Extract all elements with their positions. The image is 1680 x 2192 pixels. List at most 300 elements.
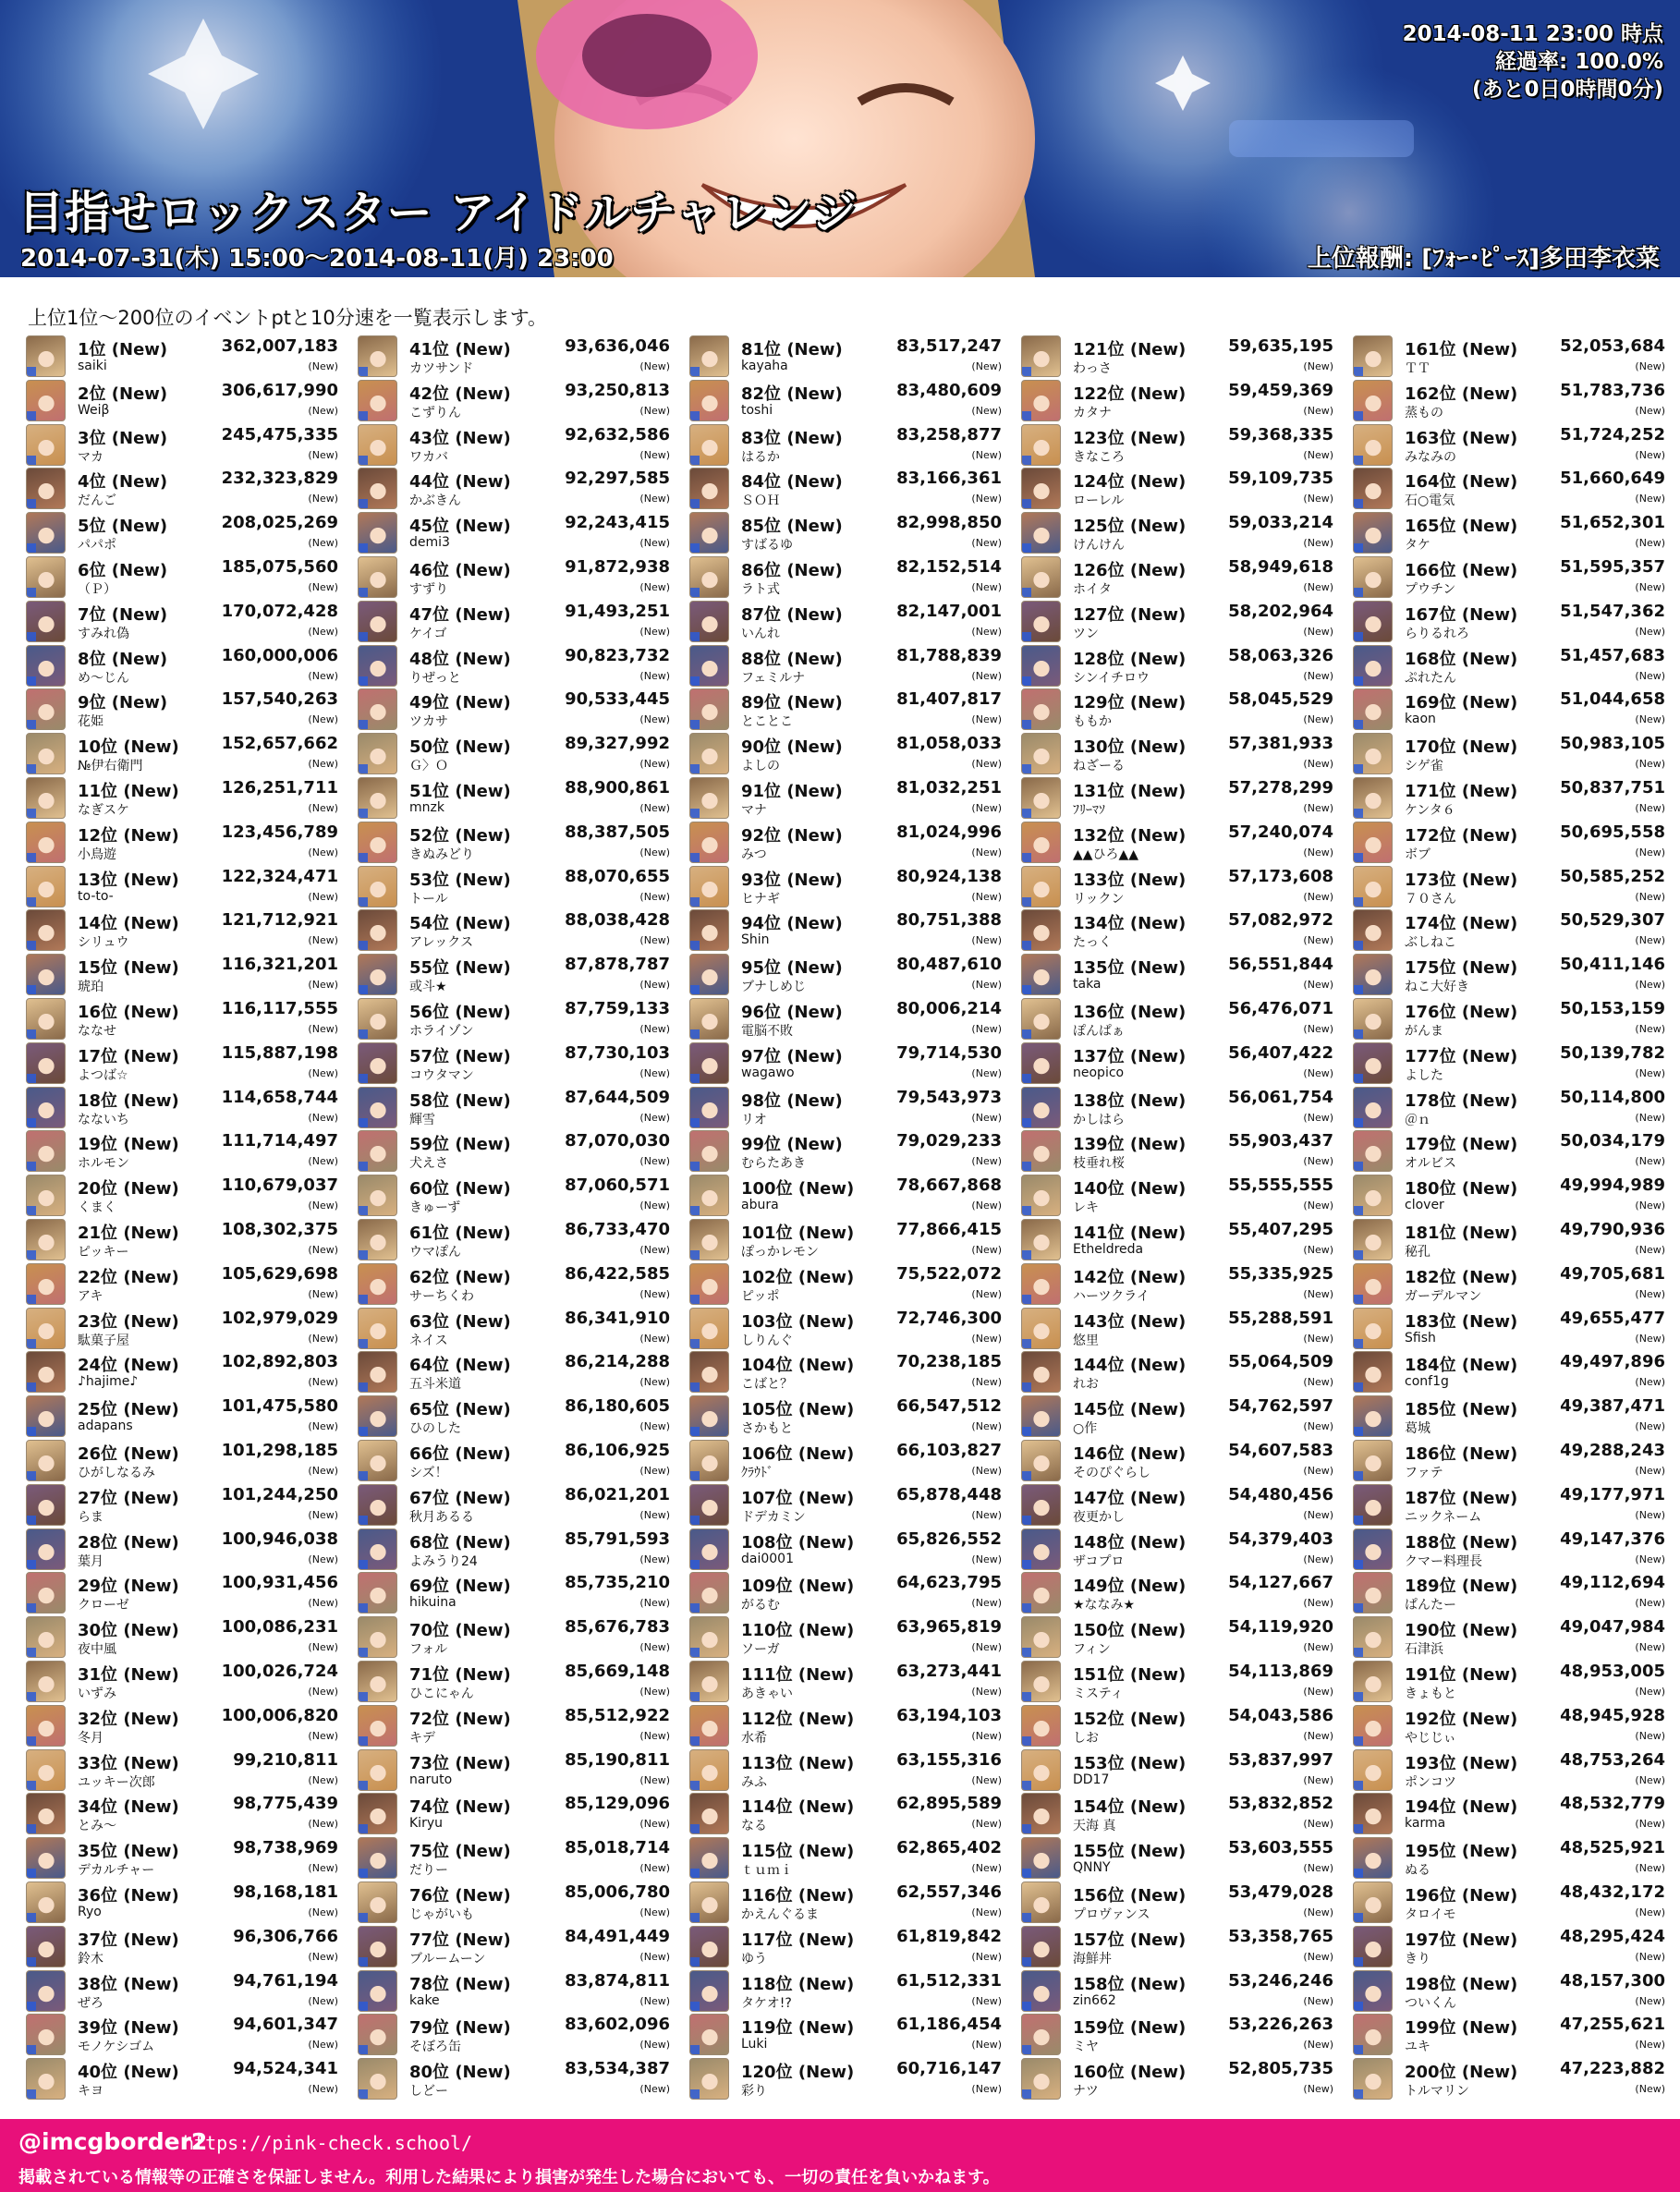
avatar: [26, 335, 66, 377]
ranking-entry[interactable]: [1351, 379, 1674, 423]
ranking-entry[interactable]: [356, 908, 679, 953]
entry-player-name: abura: [741, 1198, 779, 1213]
ranking-entry[interactable]: [688, 511, 1011, 555]
ranking-entry[interactable]: [356, 423, 679, 468]
entry-rank: 70位 (New): [409, 1621, 511, 1641]
ranking-entry[interactable]: [1019, 423, 1343, 468]
ranking-entry[interactable]: [688, 776, 1011, 821]
ranking-entry[interactable]: [688, 953, 1011, 997]
entry-player-name: 秘孔: [1405, 1245, 1430, 1260]
ranking-entry[interactable]: [688, 1174, 1011, 1218]
ranking-entry[interactable]: [356, 1969, 679, 2014]
ranking-entry[interactable]: [24, 776, 347, 821]
entry-rank: 110位 (New): [741, 1621, 855, 1641]
ranking-entry[interactable]: [24, 555, 347, 600]
avatar: [1353, 733, 1393, 774]
ranking-entry[interactable]: [24, 1528, 347, 1572]
avatar: [1021, 556, 1061, 598]
ranking-entry[interactable]: [24, 865, 347, 909]
ranking-entry[interactable]: [688, 908, 1011, 953]
entry-speed: (New): [1303, 758, 1333, 771]
entry-player-name: adapans: [78, 1419, 133, 1434]
avatar: [358, 866, 397, 907]
ranking-entry[interactable]: [24, 1129, 347, 1174]
ranking-entry[interactable]: [1019, 2013, 1343, 2057]
entry-player-name: to-to-: [78, 888, 114, 904]
ranking-entry[interactable]: [24, 1969, 347, 2014]
ranking-entry[interactable]: [1351, 1086, 1674, 1130]
ranking-entry[interactable]: [24, 1350, 347, 1394]
ranking-entry[interactable]: [688, 997, 1011, 1041]
entry-speed: (New): [639, 581, 670, 593]
ranking-entry[interactable]: [688, 1218, 1011, 1262]
ranking-entry[interactable]: [24, 1571, 347, 1615]
ranking-entry[interactable]: [1351, 1528, 1674, 1572]
ranking-entry[interactable]: [356, 953, 679, 997]
ranking-entry[interactable]: [24, 732, 347, 776]
ranking-entry[interactable]: [356, 335, 679, 379]
footer-url[interactable]: https://pink-check.school/: [183, 2132, 473, 2154]
ranking-entry[interactable]: [24, 1881, 347, 1925]
ranking-entry[interactable]: [356, 688, 679, 732]
ranking-entry[interactable]: [356, 1129, 679, 1174]
entry-rank: 157位 (New): [1073, 1930, 1187, 1950]
entry-speed: (New): [1635, 846, 1665, 859]
ranking-entry[interactable]: [1019, 467, 1343, 511]
ranking-entry[interactable]: [1019, 1129, 1343, 1174]
ranking-entry[interactable]: [1351, 1439, 1674, 1483]
entry-rank: 19位 (New): [78, 1135, 179, 1155]
ranking-entry[interactable]: [1351, 423, 1674, 468]
entry-rank: 101位 (New): [741, 1224, 855, 1243]
ranking-entry[interactable]: [24, 1041, 347, 1086]
entry-player-name: ピッキー: [78, 1245, 129, 1260]
entry-speed: (New): [639, 1465, 670, 1477]
ranking-entry[interactable]: [1351, 2013, 1674, 2057]
ranking-entry[interactable]: [1351, 953, 1674, 997]
ranking-entry[interactable]: [1019, 1615, 1343, 1660]
ranking-entry[interactable]: [1019, 1307, 1343, 1351]
ranking-entry[interactable]: [688, 1439, 1011, 1483]
ranking-entry[interactable]: [356, 467, 679, 511]
entry-speed: (New): [1303, 1111, 1333, 1124]
avatar: [1021, 1484, 1061, 1526]
ranking-entry[interactable]: [356, 600, 679, 644]
ranking-entry[interactable]: [1351, 1792, 1674, 1836]
status-remaining: (あと0日0時間0分): [1471, 78, 1663, 102]
ranking-entry[interactable]: [356, 1925, 679, 1969]
ranking-entry[interactable]: [356, 511, 679, 555]
ranking-entry[interactable]: [688, 1660, 1011, 1704]
entry-speed: (New): [308, 448, 338, 461]
entry-rank: 147位 (New): [1073, 1488, 1187, 1508]
entry-rank: 8位 (New): [78, 649, 168, 669]
entry-rank: 178位 (New): [1405, 1090, 1518, 1111]
entry-player-name: りぜっと: [409, 670, 461, 686]
entry-points: 94,761,194: [233, 1970, 338, 1991]
ranking-entry[interactable]: [1351, 821, 1674, 865]
ranking-entry[interactable]: [356, 776, 679, 821]
ranking-entry[interactable]: [688, 1615, 1011, 1660]
ranking-entry[interactable]: [356, 821, 679, 865]
entry-speed: (New): [1635, 1420, 1665, 1433]
ranking-entry[interactable]: [24, 997, 347, 1041]
ranking-entry[interactable]: [688, 1881, 1011, 1925]
ranking-entry[interactable]: [1019, 1704, 1343, 1748]
entry-speed: (New): [1635, 1332, 1665, 1345]
entry-player-name: なないち: [78, 1112, 129, 1127]
ranking-entry[interactable]: [1019, 1174, 1343, 1218]
ranking-entry[interactable]: [1019, 644, 1343, 688]
ranking-entry[interactable]: [24, 1660, 347, 1704]
ranking-entry[interactable]: [1019, 1528, 1343, 1572]
ranking-entry[interactable]: [356, 1174, 679, 1218]
ranking-entry[interactable]: [1351, 1704, 1674, 1748]
ranking-entry[interactable]: [1351, 1350, 1674, 1394]
ranking-entry[interactable]: [1019, 335, 1343, 379]
ranking-entry[interactable]: [1351, 467, 1674, 511]
ranking-entry[interactable]: [24, 379, 347, 423]
entry-rank: 28位 (New): [78, 1532, 179, 1553]
ranking-entry[interactable]: [1019, 1086, 1343, 1130]
entry-speed: (New): [639, 1773, 670, 1786]
entry-points: 80,924,138: [896, 866, 1002, 886]
avatar: [1021, 1175, 1061, 1216]
ranking-entry[interactable]: [1351, 600, 1674, 644]
ranking-entry[interactable]: [356, 644, 679, 688]
ranking-entry[interactable]: [356, 1571, 679, 1615]
ranking-entry[interactable]: [688, 821, 1011, 865]
ranking-entry[interactable]: [1351, 865, 1674, 909]
ranking-entry[interactable]: [688, 1041, 1011, 1086]
ranking-entry[interactable]: [24, 1174, 347, 1218]
avatar: [26, 468, 66, 509]
ranking-entry[interactable]: [1019, 865, 1343, 909]
avatar: [26, 1749, 66, 1791]
ranking-entry[interactable]: [688, 2013, 1011, 2057]
ranking-entry[interactable]: [1019, 1660, 1343, 1704]
ranking-entry[interactable]: [356, 1792, 679, 1836]
ranking-entry[interactable]: [1019, 1748, 1343, 1793]
ranking-entry[interactable]: [1351, 997, 1674, 1041]
entry-speed: (New): [308, 1994, 338, 2007]
ranking-entry[interactable]: [1351, 1307, 1674, 1351]
ranking-entry[interactable]: [24, 511, 347, 555]
ranking-entry[interactable]: [1019, 1394, 1343, 1439]
ranking-entry[interactable]: [356, 1439, 679, 1483]
ranking-entry[interactable]: [1351, 1262, 1674, 1307]
ranking-entry[interactable]: [1351, 1969, 1674, 2014]
ranking-entry[interactable]: [688, 335, 1011, 379]
ranking-entry[interactable]: [356, 379, 679, 423]
ranking-entry[interactable]: [688, 2057, 1011, 2101]
ranking-entry[interactable]: [688, 1262, 1011, 1307]
entry-speed: (New): [1635, 1111, 1665, 1124]
ranking-entry[interactable]: [24, 688, 347, 732]
avatar: [26, 1351, 66, 1393]
ranking-entry[interactable]: [1019, 776, 1343, 821]
entry-speed: (New): [1635, 1729, 1665, 1742]
entry-rank: 57位 (New): [409, 1046, 511, 1066]
ranking-entry[interactable]: [1351, 1836, 1674, 1881]
ranking-entry[interactable]: [356, 1836, 679, 1881]
ranking-entry[interactable]: [1351, 335, 1674, 379]
entry-points: 49,994,989: [1560, 1175, 1665, 1196]
ranking-entry[interactable]: [1351, 1174, 1674, 1218]
ranking-entry[interactable]: [356, 1660, 679, 1704]
ranking-entry[interactable]: [356, 1483, 679, 1528]
entry-points: 50,411,146: [1560, 955, 1665, 975]
entry-player-name: ポンコツ: [1405, 1774, 1456, 1790]
avatar: [1353, 1749, 1393, 1791]
entry-speed: (New): [1635, 404, 1665, 417]
ranking-entry[interactable]: [24, 1262, 347, 1307]
avatar: [1021, 2058, 1061, 2100]
ranking-entry[interactable]: [688, 379, 1011, 423]
ranking-entry[interactable]: [1351, 1615, 1674, 1660]
ranking-entry[interactable]: [688, 1748, 1011, 1793]
avatar: [689, 1130, 729, 1172]
ranking-entry[interactable]: [688, 1792, 1011, 1836]
ranking-entry[interactable]: [688, 1394, 1011, 1439]
ranking-entry[interactable]: [1019, 1792, 1343, 1836]
avatar: [1021, 1528, 1061, 1570]
ranking-entry[interactable]: [1351, 908, 1674, 953]
entry-points: 83,480,609: [896, 380, 1002, 400]
entry-speed: (New): [639, 404, 670, 417]
avatar: [689, 380, 729, 421]
ranking-entry[interactable]: [1019, 2057, 1343, 2101]
ranking-entry[interactable]: [688, 1836, 1011, 1881]
entry-speed: (New): [308, 2083, 338, 2096]
ranking-entry[interactable]: [1351, 644, 1674, 688]
avatar: [1353, 909, 1393, 951]
ranking-entry[interactable]: [1019, 688, 1343, 732]
entry-rank: 109位 (New): [741, 1577, 855, 1597]
entry-rank: 71位 (New): [409, 1665, 511, 1685]
ranking-entry[interactable]: [1351, 688, 1674, 732]
avatar: [1021, 866, 1061, 907]
ranking-entry[interactable]: [356, 1307, 679, 1351]
ranking-entry[interactable]: [24, 423, 347, 468]
ranking-entry[interactable]: [24, 1925, 347, 1969]
ranking-entry[interactable]: [1019, 1483, 1343, 1528]
entry-speed: (New): [1303, 713, 1333, 726]
entry-player-name: zin662: [1073, 1992, 1116, 2008]
ranking-entry[interactable]: [24, 908, 347, 953]
ranking-entry[interactable]: [1019, 821, 1343, 865]
entry-points: 57,173,608: [1228, 866, 1333, 886]
ranking-entry[interactable]: [1019, 908, 1343, 953]
ranking-entry[interactable]: [688, 1086, 1011, 1130]
ranking-entry[interactable]: [1019, 1041, 1343, 1086]
avatar: [1353, 1263, 1393, 1305]
entry-speed: (New): [971, 404, 1002, 417]
ranking-entry[interactable]: [24, 1836, 347, 1881]
entry-points: 90,533,445: [565, 689, 670, 710]
entry-player-name: Shin: [741, 932, 770, 948]
ranking-entry[interactable]: [356, 1394, 679, 1439]
ranking-entry[interactable]: [24, 1748, 347, 1793]
ranking-entry[interactable]: [688, 1129, 1011, 1174]
ranking-entry[interactable]: [356, 997, 679, 1041]
ranking-entry[interactable]: [1019, 1836, 1343, 1881]
entry-points: 48,525,921: [1560, 1838, 1665, 1858]
entry-rank: 140位 (New): [1073, 1179, 1187, 1200]
entry-points: 115,887,198: [221, 1042, 338, 1063]
ranking-entry[interactable]: [1351, 511, 1674, 555]
ranking-entry[interactable]: [356, 1615, 679, 1660]
entry-speed: (New): [1303, 1773, 1333, 1786]
entry-points: 47,223,882: [1560, 2059, 1665, 2079]
ranking-entry[interactable]: [356, 1041, 679, 1086]
ranking-entry[interactable]: [24, 1439, 347, 1483]
ranking-entry[interactable]: [1019, 1439, 1343, 1483]
ranking-entry[interactable]: [688, 865, 1011, 909]
entry-points: 58,045,529: [1228, 689, 1333, 710]
avatar: [26, 1395, 66, 1437]
ranking-entry[interactable]: [1019, 555, 1343, 600]
ranking-entry[interactable]: [688, 423, 1011, 468]
ranking-entry[interactable]: [24, 1307, 347, 1351]
ranking-entry[interactable]: [688, 1307, 1011, 1351]
avatar: [358, 1749, 397, 1791]
entry-rank: 66位 (New): [409, 1444, 511, 1464]
ranking-entry[interactable]: [688, 1528, 1011, 1572]
ranking-entry[interactable]: [688, 1483, 1011, 1528]
entry-player-name: 蒸もの: [1405, 405, 1443, 420]
ranking-entry[interactable]: [356, 1086, 679, 1130]
ranking-entry[interactable]: [356, 2013, 679, 2057]
ranking-entry[interactable]: [24, 1704, 347, 1748]
entry-player-name: しお: [1073, 1730, 1099, 1746]
ranking-entry[interactable]: [1351, 776, 1674, 821]
ranking-entry[interactable]: [1019, 997, 1343, 1041]
ranking-entry[interactable]: [24, 1394, 347, 1439]
entry-points: 49,147,376: [1560, 1528, 1665, 1549]
ranking-entry[interactable]: [688, 1925, 1011, 1969]
ranking-entry[interactable]: [688, 600, 1011, 644]
avatar: [689, 424, 729, 466]
ranking-entry[interactable]: [356, 1218, 679, 1262]
entry-rank: 154位 (New): [1073, 1797, 1187, 1818]
ranking-entry[interactable]: [688, 1350, 1011, 1394]
ranking-entry[interactable]: [24, 2013, 347, 2057]
entry-player-name: め～じん: [78, 670, 129, 686]
ranking-entry[interactable]: [356, 1350, 679, 1394]
ranking-entry[interactable]: [356, 865, 679, 909]
entry-speed: (New): [639, 934, 670, 947]
ranking-entry[interactable]: [1351, 1394, 1674, 1439]
ranking-entry[interactable]: [24, 1086, 347, 1130]
ranking-entry[interactable]: [1351, 555, 1674, 600]
entry-speed: (New): [1303, 1818, 1333, 1831]
ranking-entry[interactable]: [356, 732, 679, 776]
ranking-entry[interactable]: [1019, 1218, 1343, 1262]
ranking-entry[interactable]: [1019, 1571, 1343, 1615]
ranking-entry[interactable]: [1351, 1571, 1674, 1615]
ranking-entry[interactable]: [688, 1571, 1011, 1615]
ranking-entry[interactable]: [1351, 1925, 1674, 1969]
ranking-entry[interactable]: [356, 1881, 679, 1925]
ranking-entry[interactable]: [1019, 1925, 1343, 1969]
ranking-entry[interactable]: [688, 1969, 1011, 2014]
ranking-entry[interactable]: [1351, 1483, 1674, 1528]
entry-rank: 64位 (New): [409, 1356, 511, 1376]
ranking-entry[interactable]: [1351, 1748, 1674, 1793]
ranking-entry[interactable]: [356, 2057, 679, 2101]
ranking-entry[interactable]: [356, 1748, 679, 1793]
ranking-entry[interactable]: [24, 821, 347, 865]
ranking-entry[interactable]: [1019, 953, 1343, 997]
ranking-entry[interactable]: [1351, 1218, 1674, 1262]
footer-handle[interactable]: @imcgborder2: [18, 2128, 208, 2155]
ranking-entry[interactable]: [1019, 511, 1343, 555]
ranking-entry[interactable]: [1351, 1881, 1674, 1925]
ranking-entry[interactable]: [24, 644, 347, 688]
ranking-entry[interactable]: [688, 732, 1011, 776]
entry-rank: 181位 (New): [1405, 1224, 1518, 1243]
ranking-entry[interactable]: [688, 467, 1011, 511]
ranking-entry[interactable]: [24, 1615, 347, 1660]
entry-speed: (New): [639, 1686, 670, 1698]
ranking-entry[interactable]: [1019, 1350, 1343, 1394]
entry-rank: 17位 (New): [78, 1046, 179, 1066]
ranking-entry[interactable]: [24, 1218, 347, 1262]
ranking-entry[interactable]: [24, 1483, 347, 1528]
entry-player-name: ねざーる: [1073, 759, 1125, 774]
avatar: [689, 1528, 729, 1570]
ranking-entry[interactable]: [356, 1704, 679, 1748]
ranking-entry[interactable]: [24, 2057, 347, 2101]
avatar: [689, 645, 729, 687]
ranking-entry[interactable]: [1351, 2057, 1674, 2101]
ranking-entry[interactable]: [356, 555, 679, 600]
ranking-entry[interactable]: [356, 1528, 679, 1572]
avatar: [26, 1042, 66, 1084]
footer-disclaimer: 掲載されている情報等の正確さを保証しません。利用した結果により損害が発生した場合においても、一切の責任を負いかねます。: [18, 2168, 1000, 2187]
ranking-entry[interactable]: [688, 688, 1011, 732]
ranking-entry[interactable]: [1351, 1660, 1674, 1704]
ranking-entry[interactable]: [24, 600, 347, 644]
ranking-entry[interactable]: [1019, 1881, 1343, 1925]
ranking-entry[interactable]: [1351, 1041, 1674, 1086]
ranking-entry[interactable]: [1019, 1969, 1343, 2014]
ranking-entry[interactable]: [24, 335, 347, 379]
avatar: [689, 1572, 729, 1614]
ranking-entry[interactable]: [24, 1792, 347, 1836]
ranking-entry[interactable]: [688, 555, 1011, 600]
ranking-entry[interactable]: [1019, 1262, 1343, 1307]
ranking-entry[interactable]: [688, 1704, 1011, 1748]
ranking-entry[interactable]: [356, 1262, 679, 1307]
ranking-entry[interactable]: [1019, 732, 1343, 776]
ranking-entry[interactable]: [1019, 379, 1343, 423]
ranking-entry[interactable]: [1351, 732, 1674, 776]
ranking-entry[interactable]: [1019, 600, 1343, 644]
avatar: [26, 512, 66, 554]
ranking-entry[interactable]: [688, 644, 1011, 688]
ranking-entry[interactable]: [24, 467, 347, 511]
status-panel: [1403, 20, 1663, 104]
ranking-entry[interactable]: [1351, 1129, 1674, 1174]
ranking-entry[interactable]: [24, 953, 347, 997]
entry-rank: 26位 (New): [78, 1444, 179, 1464]
entry-player-name: ｸﾗｳﾄﾞ: [741, 1466, 773, 1480]
entry-player-name: （Ｐ）: [78, 582, 116, 597]
entry-rank: 186位 (New): [1405, 1444, 1518, 1464]
avatar: [1353, 468, 1393, 509]
